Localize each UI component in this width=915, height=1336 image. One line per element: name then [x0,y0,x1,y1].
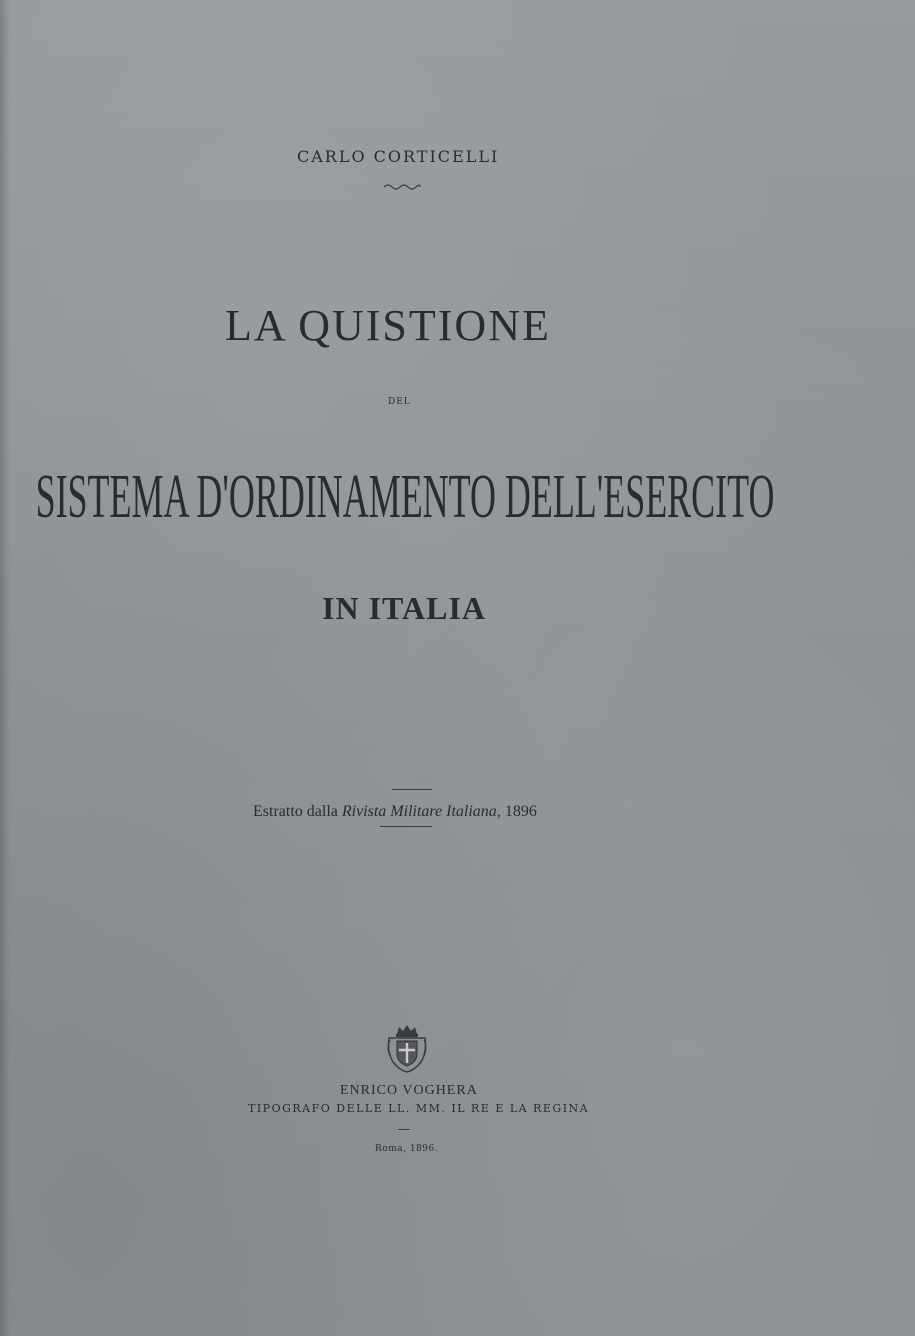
title-line-3: IN ITALIA [322,590,486,626]
squiggle-ornament-icon [382,182,422,192]
title-connector: DEL [388,397,411,407]
title-line-2-wrapper [35,462,775,532]
extract-note [253,803,583,821]
extract-suffix: , 1896 [496,803,537,820]
title-line-2: SISTEMA D'ORDINAMENTO DELL'ESERCITO [35,463,775,531]
rule-above-extract [392,789,432,790]
author-name: CARLO CORTICELLI [297,147,500,166]
title-line-1: LA QUISTIONE [225,301,551,350]
extract-journal: Rivista Militare Italiana [341,803,497,820]
place-date: Roma, 1896. [375,1144,439,1154]
page-edge-shadow [0,0,10,1336]
publisher-title: TIPOGRAFO DELLE LL. MM. IL RE E LA REGINA [248,1102,590,1115]
rule-above-place [398,1129,410,1130]
extract-prefix: Estratto dalla [253,803,342,820]
royal-crest-icon [385,1022,429,1074]
rule-below-extract [380,826,432,827]
publisher-name: ENRICO VOGHERA [340,1083,478,1098]
